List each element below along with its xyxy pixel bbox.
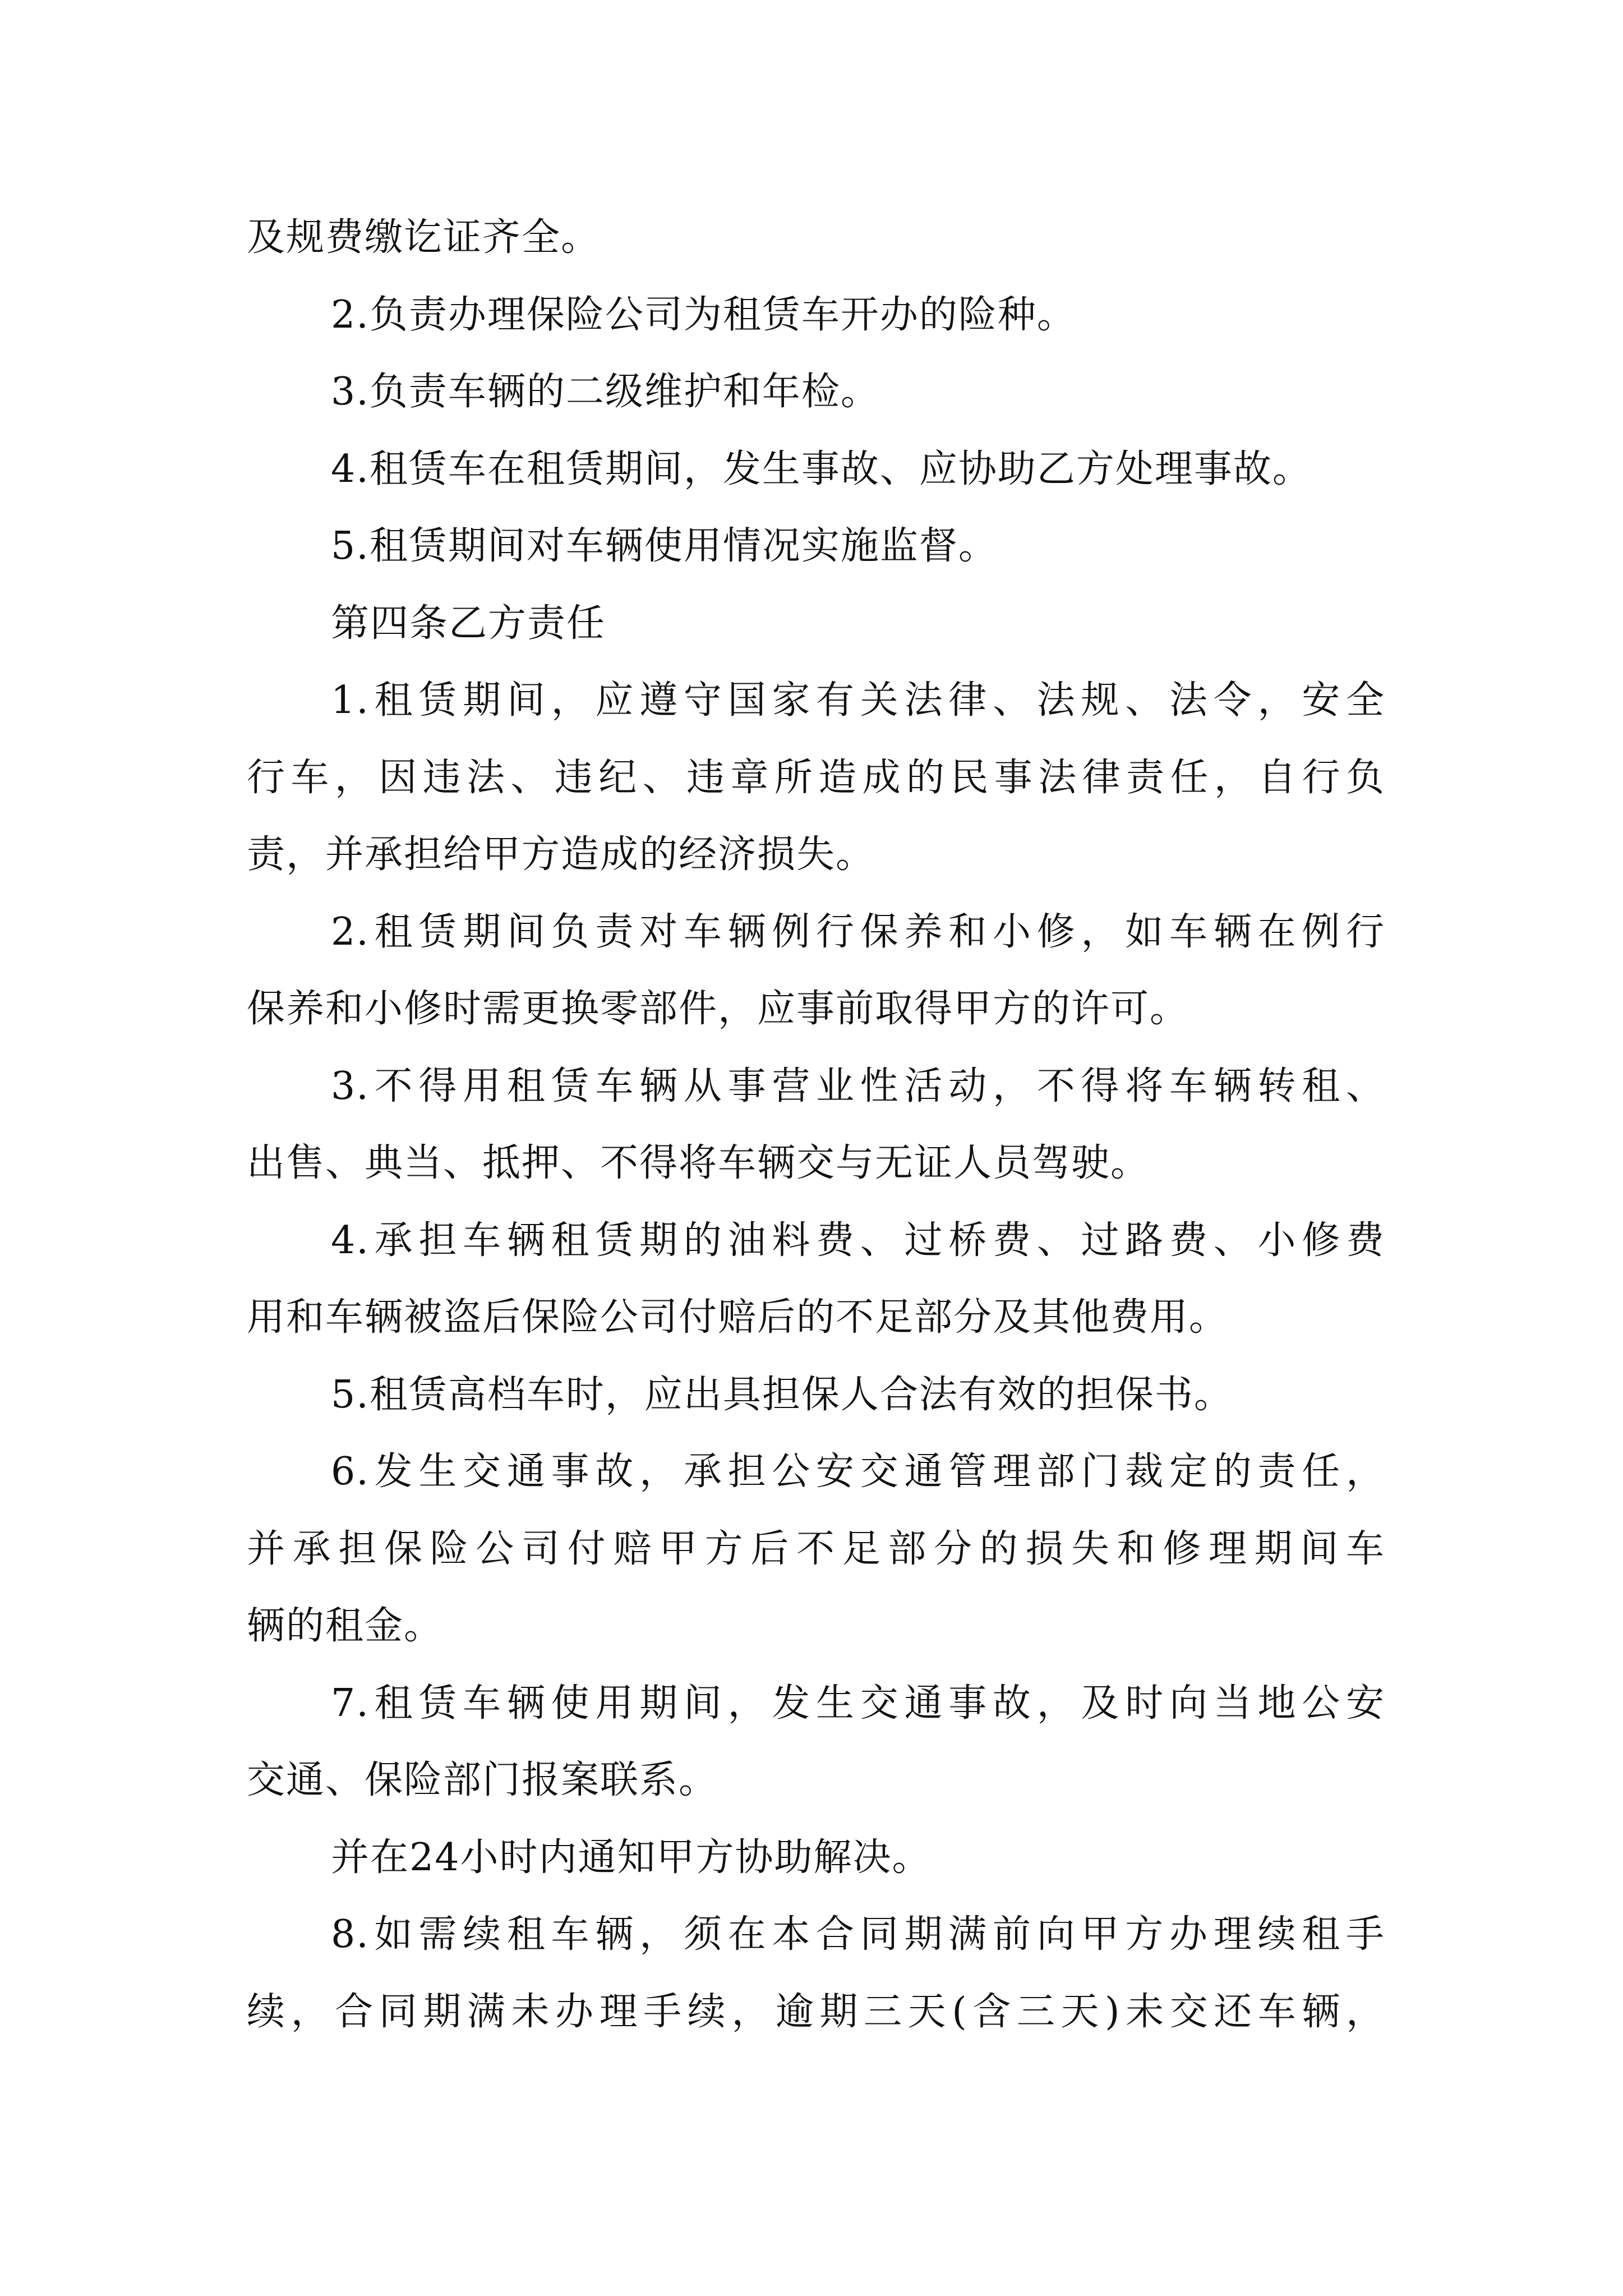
section-heading: 第四条乙方责任 <box>331 601 606 646</box>
text-line: 责，并承担给甲方造成的经济损失。 <box>247 832 875 877</box>
text-line: 续，合同期满未办理手续，逾期三天(含三天)未交还车辆， <box>247 1989 1385 2034</box>
text-line: 保养和小修时需更换零部件，应事前取得甲方的许可。 <box>247 987 1189 1031</box>
text-line: 5.租赁高档车时，应出具担保人合法有效的担保书。 <box>331 1372 1233 1417</box>
text-line: 3.不得用租赁车辆从事营业性活动，不得将车辆转租、 <box>331 1064 1385 1108</box>
document-body <box>247 199 1385 2050</box>
text-line: 2.租赁期间负责对车辆例行保养和小修，如车辆在例行 <box>331 909 1385 954</box>
text-line: 行车，因违法、违纪、违章所造成的民事法律责任，自行负 <box>247 755 1385 800</box>
text-line: 并在24小时内通知甲方协助解决。 <box>331 1835 932 1880</box>
text-line: 6.发生交通事故，承担公安交通管理部门裁定的责任， <box>331 1450 1385 1494</box>
text-line: 4.承担车辆租赁期的油料费、过桥费、过路费、小修费 <box>331 1218 1385 1263</box>
text-line: 5.租赁期间对车辆使用情况实施监督。 <box>331 524 998 568</box>
text-line: 2.负责办理保险公司为租赁车开办的险种。 <box>331 292 1076 337</box>
text-line: 及规费缴讫证齐全。 <box>247 215 601 260</box>
text-line: 3.负责车辆的二级维护和年检。 <box>331 370 880 414</box>
text-line: 用和车辆被盗后保险公司付赔后的不足部分及其他费用。 <box>247 1295 1229 1340</box>
text-line: 1.租赁期间，应遵守国家有关法律、法规、法令，安全 <box>331 678 1385 723</box>
text-line: 出售、典当、抵押、不得将车辆交与无证人员驾驶。 <box>247 1141 1150 1185</box>
text-line: 并承担保险公司付赔甲方后不足部分的损失和修理期间车 <box>247 1526 1385 1571</box>
text-line: 8.如需续租车辆，须在本合同期满前向甲方办理续租手 <box>331 1912 1385 1957</box>
text-line: 4.租赁车在租赁期间，发生事故、应协助乙方处理事故。 <box>331 447 1312 491</box>
text-line: 辆的租金。 <box>247 1604 444 1648</box>
text-line: 7.租赁车辆使用期间，发生交通事故，及时向当地公安 <box>331 1681 1385 1726</box>
text-line: 交通、保险部门报案联系。 <box>247 1758 718 1802</box>
